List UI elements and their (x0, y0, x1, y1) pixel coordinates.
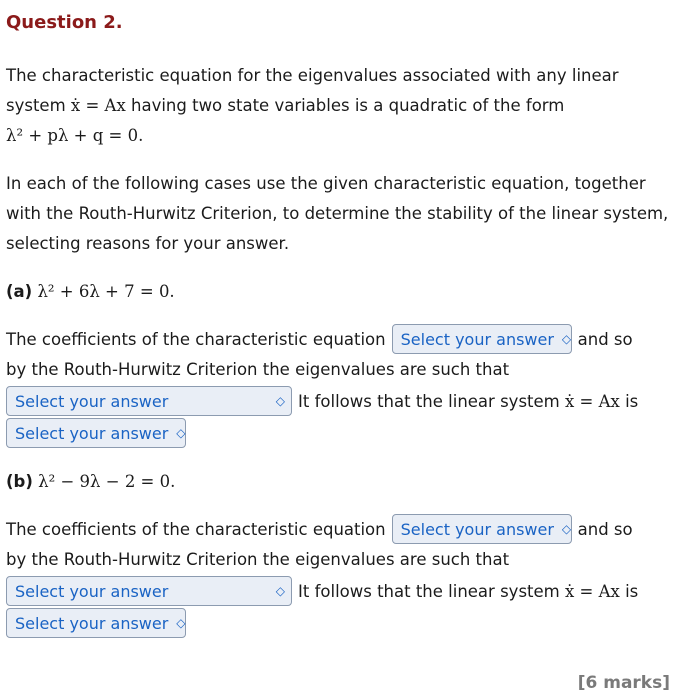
part-b-system-equation: ẋ = Ax (564, 581, 620, 601)
select-value: Select your answer (15, 613, 169, 633)
question-title: Question 2. (6, 12, 123, 33)
updown-chevron-icon: ◇ (275, 394, 285, 408)
part-a-equation: λ² + 6λ + 7 = 0. (37, 282, 175, 301)
part-b (6, 467, 670, 639)
part-b-is: is (625, 581, 639, 601)
part-a-coeff-text: The coefficients of the characteristic equation (6, 329, 386, 349)
part-a-follows-text: It follows that the linear system (298, 391, 560, 411)
part-b-eigenvalues-select[interactable] (6, 576, 292, 606)
select-value: Select your answer (15, 581, 169, 601)
part-b-label: (b) (6, 472, 33, 491)
part-b-equation: λ² − 9λ − 2 = 0. (38, 472, 176, 491)
select-value: Select your answer (400, 519, 554, 539)
part-a-eigenvalues-select[interactable] (6, 386, 292, 416)
updown-chevron-icon: ◇ (176, 616, 186, 630)
part-b-coefficients-select[interactable] (392, 514, 572, 544)
marks-label: [6 marks] (577, 673, 670, 693)
part-a-stability-select[interactable] (6, 418, 186, 448)
part-a-label: (a) (6, 282, 33, 301)
part-a-is: is (625, 391, 639, 411)
part-b-criterion-text: by the Routh-Hurwitz Criterion the eigenvalues are such that (6, 550, 510, 569)
select-value: Select your answer (400, 329, 554, 349)
part-b-stability-select[interactable] (6, 608, 186, 638)
part-a (6, 277, 670, 449)
instructions-paragraph (6, 169, 670, 259)
part-a-system-equation: ẋ = Ax (564, 391, 620, 411)
select-value: Select your answer (15, 391, 169, 411)
select-value: Select your answer (15, 423, 169, 443)
updown-chevron-icon: ◇ (275, 584, 285, 598)
intro-form-equation: λ² + pλ + q = 0. (6, 126, 144, 145)
updown-chevron-icon: ◇ (561, 522, 572, 536)
intro-text-2: having two state variables is a quadratic of the form (131, 96, 565, 115)
intro-paragraph (6, 61, 670, 151)
updown-chevron-icon: ◇ (176, 426, 186, 440)
part-b-and-so: and so (577, 519, 633, 539)
intro-system-equation: ẋ = Ax (70, 96, 126, 115)
part-a-and-so: and so (577, 329, 633, 349)
instructions-text: In each of the following cases use the given characteristic equation, together with the Routh-Hurwitz Criterion, to determine the stability of the linear system, selecting reasons for your answer. (6, 174, 669, 253)
updown-chevron-icon: ◇ (561, 332, 572, 346)
part-a-criterion-text: by the Routh-Hurwitz Criterion the eigenvalues are such that (6, 360, 510, 379)
part-a-coefficients-select[interactable] (392, 324, 572, 354)
part-b-coeff-text: The coefficients of the characteristic equation (6, 519, 386, 539)
intro-text-1: The characteristic equation for the eigenvalues associated with any linear system (6, 66, 619, 115)
part-b-follows-text: It follows that the linear system (298, 581, 560, 601)
